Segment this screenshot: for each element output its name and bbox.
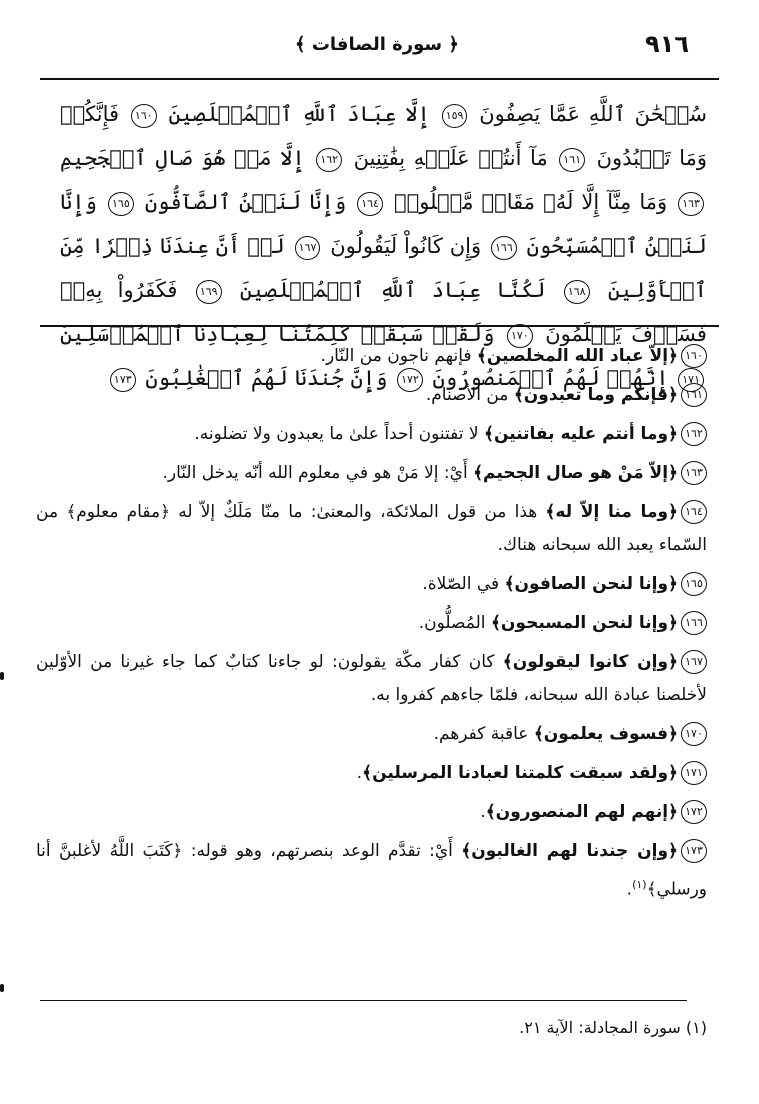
tafsir-entry [36,718,707,751]
ayah-number-marker: ١٦٥ [108,192,134,216]
verse-number-marker: ١٦٢ [681,422,707,446]
ayah-text: وَإِنَّا لَنَحۡنُ ٱلۡمُسَبِّحُونَ [60,190,707,258]
verse-number-marker: ١٦٧ [681,650,707,674]
quoted-verse: ﴿إنهم لهم المنصورون﴾ [485,802,678,822]
commentary-text: كان كفار مكّة يقولون: لو جاءنا كتابٌ كما جاء غيرنا من الأوّلين لأخلصنا عبادة الله سبحانه، فلمّا جاءهم كفروا به. [36,652,707,705]
footnote-text: سورة المجادلة: الآية ٢١. [519,1018,681,1037]
tafsir-entry [36,796,707,829]
commentary-text: . [626,879,633,900]
quoted-verse: ﴿إلاّ عباد الله المخلصين﴾ [476,346,678,366]
commentary-text: أَيْ: تقدَّم الوعد بنصرتهم، وهو قوله: ﴿كَتَبَ اللَّهُ لأغلبنَّ أنا ورسلي﴾ [36,841,707,900]
ayah-text: إِلَّا عِبَادَ ٱللَّهِ ٱلۡمُخۡلَصِينَ [168,102,430,126]
ayah-number-marker: ١٧٣ [110,368,136,392]
binding-mark [0,672,4,680]
tafsir-block [36,340,707,913]
ayah-number-marker: ١٦٧ [295,236,321,260]
ayah-text: وَمَا مِنَّآ إِلَّا لَهُۥ مَقَامٞ مَّعۡلُومٞ [394,190,668,214]
verse-number-marker: ١٧٢ [681,800,707,824]
verse-number-marker: ١٧٠ [681,722,707,746]
quoted-verse: ﴿فسوف يعلمون﴾ [533,724,678,744]
commentary-text: فإنهم ناجون من النّار. [320,346,477,366]
quoted-verse: ﴿وما منا إلاّ له﴾ [545,502,678,522]
tafsir-entry [36,607,707,640]
verse-number-marker: ١٦٦ [681,611,707,635]
quran-divider [40,325,719,327]
ayah-text: مَآ أَنتُمۡ عَلَيۡهِ بِفَٰتِنِينَ [353,146,548,170]
commentary-text: . [356,763,363,783]
ayah-number-marker: ١٦٨ [564,280,590,304]
verse-number-marker: ١٦٣ [681,461,707,485]
ayah-text: إِنَّهُمۡ لَهُمُ ٱلۡمَنصُورُونَ [432,366,669,390]
commentary-text: هذا من قول الملائكة، والمعنىٰ: ما منّا مَلَكٌ إلاّ له ﴿مقام معلوم﴾ من السّماء يعبد الله سبحانه هناك. [36,502,707,555]
quoted-verse: ﴿وما أنتم عليه بفاتنين﴾ [484,424,678,444]
tafsir-entry [36,457,707,490]
verse-number-marker: ١٦٤ [681,500,707,524]
quoted-verse: ﴿فإنكم وما تعبدون﴾ [513,385,678,405]
verse-number-marker: ١٧٣ [681,839,707,863]
ayah-number-marker: ١٦٣ [678,192,704,216]
tafsir-entry [36,418,707,451]
ayah-number-marker: ١٦١ [559,148,585,172]
ayah-text: لَكُنَّا عِبَادَ ٱللَّهِ ٱلۡمُخۡلَصِينَ [239,278,546,302]
footnote-divider [40,1000,687,1001]
commentary-text: . [480,802,486,822]
tafsir-entry [36,757,707,790]
page-header [40,24,689,72]
commentary-text: في الصّلاة. [422,574,505,594]
ayah-number-marker: ١٦٤ [357,192,383,216]
footnote-marker: (١) [685,1018,707,1037]
ayah-number-marker: ١٧٢ [397,368,423,392]
ayah-text: وَإِنَّا لَنَحۡنُ ٱلصَّآفُّونَ [144,190,347,214]
commentary-text: لا تفتنون أحداً علىٰ ما يعبدون ولا تضلونه. [194,424,484,444]
commentary-text: أَيْ: إلا مَنْ هو في معلوم الله أنّه يدخل النّار. [162,463,474,483]
quoted-verse: ﴿إلاّ مَنْ هو صال الجحيم﴾ [473,463,678,483]
footnote [40,1018,707,1037]
commentary-text: عاقبة كفرهم. [433,724,534,744]
ayah-number-marker: ١٧١ [678,368,704,392]
ayah-text: وَإِنَّ جُندَنَا لَهُمُ ٱلۡغَٰلِبُونَ [145,366,388,390]
ayah-number-marker: ١٦٠ [131,104,157,128]
commentary-text: من الأصنام. [425,385,514,405]
ayah-text: لَوۡ أَنَّ عِندَنَا ذِكۡرٗا مِّنَ ٱلۡأَوَّلِينَ [60,234,707,302]
binding-mark [0,984,4,992]
ayah-text: فَإِنَّكُمۡ وَمَا تَعۡبُدُونَ [60,102,707,170]
verse-number-marker: ١٦٥ [681,572,707,596]
quoted-verse: ﴿وإن جندنا لهم الغالبون﴾ [461,841,678,861]
tafsir-entry [36,568,707,601]
ayah-text: وَلَقَدۡ سَبَقَتۡ كَلِمَتُنَا لِعِبَادِنَا ٱلۡمُرۡسَلِينَ [60,322,495,346]
commentary-text: المُصلُّون. [418,613,491,633]
ayah-number-marker: ١٥٩ [442,104,468,128]
tafsir-entry [36,496,707,562]
verse-number-marker: ١٧١ [681,761,707,785]
surah-title: ﴿ سورة الصافات ﴾ [295,34,459,55]
page-number: ٩١٦ [645,30,689,58]
ayah-text: إِلَّا مَنۡ هُوَ صَالِ ٱلۡجَحِيمِ [60,146,305,170]
quoted-verse: ﴿ولقد سبقت كلمتنا لعبادنا المرسلين﴾ [362,763,678,783]
tafsir-entry [36,835,707,907]
ayah-text: فَكَفَرُواْ بِهِۦۖ فَسَوۡفَ يَعۡلَمُونَ [60,278,707,346]
header-divider [40,78,719,80]
verse-number-marker: ١٦٠ [681,344,707,368]
quoted-verse: ﴿وإنا لنحن الصافون﴾ [504,574,678,594]
ayah-text: وَإِن كَانُواْ لَيَقُولُونَ [330,234,482,258]
tafsir-entry [36,340,707,373]
footnote-reference: (١) [632,878,647,891]
ayah-number-marker: ١٦٢ [316,148,342,172]
quoted-verse: ﴿وإن كانوا ليقولون﴾ [502,652,678,672]
ayah-number-marker: ١٧٠ [507,324,533,348]
ayah-number-marker: ١٦٦ [491,236,517,260]
tafsir-entry [36,646,707,712]
tafsir-entry [36,379,707,412]
ayah-text: سُبۡحَٰنَ ٱللَّهِ عَمَّا يَصِفُونَ [479,102,707,126]
verse-number-marker: ١٦١ [681,383,707,407]
quoted-verse: ﴿وإنا لنحن المسبحون﴾ [490,613,678,633]
ayah-number-marker: ١٦٩ [196,280,222,304]
